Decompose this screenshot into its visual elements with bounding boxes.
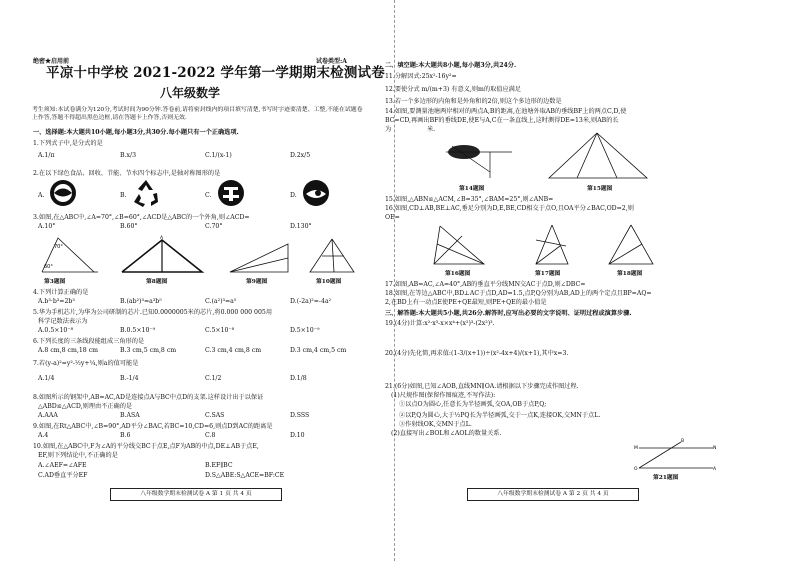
svg-text:60°: 60° bbox=[44, 264, 53, 270]
question-20: 20.(4分)先化简,再求值:(1-3/(x+1))÷(x²-4x+4)/(x+1),其中x=3. bbox=[385, 350, 569, 357]
q2-option-b: B. bbox=[120, 192, 127, 199]
q9-option-b: B.6 bbox=[120, 432, 131, 439]
caption-fig18: 第18题图 bbox=[617, 271, 643, 277]
q8-option-d: D.SSS bbox=[290, 412, 310, 419]
exam-notice: 考生须知:本试卷满分为120分,考试时间为90分钟.答卷前,请将密封线内的项目填写清楚,书写时字迹要清楚、工整,不能在试题卷上作答,答题不得超出黑色边框,请在答题卡上作答,否则无效. bbox=[32, 107, 363, 121]
question-10: 10.如图,在△ABC中,F为∠A的平分线交BC于点E,点F为AB的中点,DE⊥AB于点E, bbox=[33, 443, 259, 450]
caption-fig16: 第16题图 bbox=[445, 271, 471, 277]
question-8-line2: △ABD≌△ACD,则理由不正确的是 bbox=[38, 403, 133, 410]
q10-option-d: D.S△ABE:S△ACE=BF:CE bbox=[205, 472, 285, 479]
q5-option-c: C.5×10⁻⁸ bbox=[205, 327, 235, 334]
question-13: 13.若一个多边形的内角和是外角和的2倍,则这个多边形的边数是 bbox=[385, 98, 562, 105]
q1-option-d: D.2x/5 bbox=[290, 152, 311, 159]
section-2-title: 二、填空题:本大题共8小题,每小题3分,共24分. bbox=[385, 62, 517, 69]
figure-q8 bbox=[118, 236, 206, 276]
question-8: 8.如图所示的钢架中,AB=AC,AD是连接点A与BC中点D的支架.这样设计出于以保证 bbox=[33, 394, 264, 401]
left-page-footer: 八年级数学期末检测试卷 A 第 1 页 共 4 页 bbox=[110, 488, 282, 501]
svg-text:A: A bbox=[160, 236, 164, 241]
question-9: 9.如图,在Rt△ABC中,∠B=90°,AD平分∠BAC,若BC=10,CD=6,则点D到AC的距离是 bbox=[33, 423, 273, 430]
right-page-footer: 八年级数学期末检测试卷 A 第 2 页 共 4 页 bbox=[467, 488, 639, 501]
q5-option-d: D.5×10⁻⁹ bbox=[290, 327, 320, 334]
q7-option-a: A.1/4 bbox=[38, 375, 55, 382]
q8-option-b: B.ASA bbox=[120, 412, 140, 419]
q6-option-d: D.3 cm,4 cm,5 cm bbox=[290, 347, 347, 354]
caption-fig15: 第15题图 bbox=[587, 186, 613, 192]
question-11: 11.分解因式:25x²-16y²= bbox=[385, 73, 457, 80]
question-10-line2: EF,则下列结论中,不正确的是 bbox=[38, 452, 118, 459]
figure-q14 bbox=[442, 136, 514, 182]
q7-option-c: C.1/2 bbox=[205, 375, 222, 382]
question-14-line2: BC=CD,再画出BF的垂线DE,使E与A,C在一条直线上,这时测得DE=13米,则AB的长 bbox=[385, 117, 619, 124]
q5-option-a: A.0.5×10⁻⁸ bbox=[38, 327, 74, 334]
svg-text:A: A bbox=[713, 467, 717, 472]
question-6: 6.下列长度的三条线段能组成三角形的是 bbox=[33, 338, 145, 345]
svg-text:N: N bbox=[713, 446, 717, 451]
caption-fig8: 第8题图 bbox=[146, 279, 168, 285]
svg-text:M: M bbox=[634, 446, 638, 451]
question-5: 5.华为手机芯片,为华为公司研制的芯片.已知0.0000005米的芯片,将0.000 000 005用 bbox=[33, 309, 273, 316]
figure-q16 bbox=[432, 222, 488, 268]
caption-fig3: 第3题图 bbox=[44, 279, 66, 285]
question-14-line3: 为 bbox=[385, 126, 392, 133]
q2-option-a: A. bbox=[38, 192, 45, 199]
q6-option-a: A.8 cm,8 cm,18 cm bbox=[38, 347, 99, 354]
q4-option-b: B.(ab²)³=a³b⁵ bbox=[120, 298, 162, 305]
q4-option-c: C.(a²)³=a⁵ bbox=[205, 298, 237, 305]
section-1-title: 一、选择题:本大题共10小题,每小题3分,共30分.每小题只有一个正确选项. bbox=[33, 129, 239, 136]
q14-unit: 米. bbox=[427, 126, 436, 133]
paper-type-label: 试卷类型:A bbox=[316, 58, 347, 65]
question-17: 17.如图,AB=AC,∠A=40°,AB的垂直平分线MN交AC于点D,则∠DBC= bbox=[385, 281, 586, 288]
q10-option-b: B.EF∥BC bbox=[205, 462, 233, 469]
q1-option-c: C.1/(x-1) bbox=[205, 152, 232, 159]
exam-subtitle: 八年级数学 bbox=[160, 86, 221, 100]
q9-option-c: C.8 bbox=[205, 432, 216, 439]
question-19: 19.(4分)计算:x²·x³-x×x⁴+(x²)³-(2x²)³. bbox=[385, 320, 495, 327]
question-12: 12.要使分式 m/(m+3) 有意义,则m的取值应满足 bbox=[385, 86, 522, 93]
q3-option-c: C.70° bbox=[205, 223, 223, 230]
q3-option-a: A.10° bbox=[38, 223, 56, 230]
figure-q17 bbox=[532, 222, 572, 268]
q6-option-c: C.3 cm,4 cm,8 cm bbox=[205, 347, 262, 354]
caption-fig17: 第17题图 bbox=[535, 271, 561, 277]
caption-fig10: 第10题图 bbox=[316, 279, 342, 285]
q2-option-c: C. bbox=[205, 192, 212, 199]
question-5-line2: 科学记数法表示为 bbox=[38, 318, 88, 325]
q8-option-a: A.AAA bbox=[38, 412, 58, 419]
q9-option-d: D.10 bbox=[290, 432, 305, 439]
figure-q10 bbox=[306, 236, 358, 276]
caption-fig9: 第9题图 bbox=[246, 279, 268, 285]
question-16: 16.如图,CD⊥AB,BE⊥AC,垂足分别为D,E,BE,CD相交于点O,且OA平分∠BAC,OD=2,则 bbox=[385, 205, 634, 212]
figure-q9 bbox=[226, 240, 292, 276]
green-food-logo-icon bbox=[48, 178, 78, 208]
q3-option-b: B.60° bbox=[120, 223, 138, 230]
q3-option-d: D.130° bbox=[290, 223, 312, 230]
figure-q3 bbox=[38, 234, 98, 276]
question-16-line2: OE= bbox=[385, 214, 400, 221]
q1-option-b: B.x/3 bbox=[120, 152, 137, 159]
question-21-step1: ①以点O为圆心,任意长为半径画弧,交OA,OB于点P,Q; bbox=[399, 401, 547, 408]
q4-option-d: D.(-2a)²=-4a² bbox=[290, 298, 332, 305]
question-14: 14.如图,要测量池塘两岸相对的两点A,B的距离,在池塘外取AB的垂线BF上的两点C,D,使 bbox=[385, 108, 627, 115]
svg-text:70°: 70° bbox=[54, 244, 63, 250]
q7-option-b: B.-1/4 bbox=[120, 375, 139, 382]
question-4: 4.下列计算正确的是 bbox=[33, 289, 89, 296]
caption-fig14: 第14题图 bbox=[459, 186, 485, 192]
question-3: 3.如图,在△ABC中,∠A=70°,∠B=60°,∠ACD是△ABC的一个外角,则∠ACD= bbox=[33, 214, 250, 221]
question-18: 18.如图,在等边△ABC中,BD⊥AC于点D,AD=1.5,点P,Q分别为AB,AD上的两个定点且BP=AQ= bbox=[385, 290, 652, 297]
q5-option-b: B.0.5×10⁻⁹ bbox=[120, 327, 156, 334]
exam-title: 平凉十中学校 2021-2022 学年第一学期期末检测试卷 bbox=[46, 65, 385, 81]
q10-option-a: A.∠AEF=∠AFE bbox=[38, 462, 87, 469]
q2-option-d: D. bbox=[290, 192, 297, 199]
q6-option-b: B.3 cm,5 cm,8 cm bbox=[120, 347, 177, 354]
q8-option-c: C.SAS bbox=[205, 412, 225, 419]
confidential-label: 绝密★启用前 bbox=[33, 58, 70, 65]
energy-saving-logo-icon bbox=[216, 178, 246, 208]
section-3-title: 三、解答题:本大题共5小题,共26分.解答时,应写出必要的文字说明、证明过程或演算步骤. bbox=[385, 310, 632, 317]
figure-q21 bbox=[633, 438, 717, 472]
right-page bbox=[385, 0, 794, 561]
figure-q18 bbox=[607, 222, 655, 268]
question-21-part1: (1)尺规作图(保留作图痕迹,不写作法): bbox=[391, 392, 496, 399]
q9-option-a: A.4 bbox=[38, 432, 49, 439]
question-18-line2: 2,在BD上有一动点E使PE+QE最短,则PE+QE的最小值是 bbox=[385, 299, 547, 306]
question-21: 21.(6分)如图,已知∠AOB,直线MN∥OA.请根据以下步骤完成作图过程. bbox=[385, 383, 579, 390]
question-21-step2: ②以P,Q为圆心,大于½PQ长为半径画弧,交于一点K,连接OK,交MN于点L. bbox=[399, 412, 601, 419]
question-2: 2.在以下绿色食品、回收、节能、节水四个标志中,是轴对称图形的是 bbox=[33, 170, 221, 177]
caption-fig21: 第21题图 bbox=[653, 475, 679, 481]
recycle-logo-icon bbox=[131, 178, 161, 208]
q1-option-a: A.1/π bbox=[38, 152, 55, 159]
q4-option-a: A.b³·b³=2b³ bbox=[38, 298, 75, 305]
question-21-step3: ③作射线OK,交MN于点L. bbox=[399, 421, 472, 428]
svg-text:B: B bbox=[681, 439, 685, 444]
water-saving-logo-icon bbox=[301, 178, 331, 208]
q10-option-c: C.AD垂直平分EF bbox=[38, 472, 88, 479]
figure-q15 bbox=[547, 130, 651, 182]
q7-option-d: D.1/8 bbox=[290, 375, 307, 382]
question-1: 1.下列式子中,是分式的是 bbox=[33, 140, 103, 147]
question-15: 15.如图,△ABN≌△ACM,∠B=35°,∠BAM=25°,则∠ANB= bbox=[385, 196, 554, 203]
question-21-part2: (2)直接写出∠BOL和∠AOL的数量关系. bbox=[391, 430, 502, 437]
question-7: 7.若(y-a)²=y²-½y+¼,则a的值可能是 bbox=[33, 360, 139, 367]
svg-text:O: O bbox=[634, 467, 638, 472]
